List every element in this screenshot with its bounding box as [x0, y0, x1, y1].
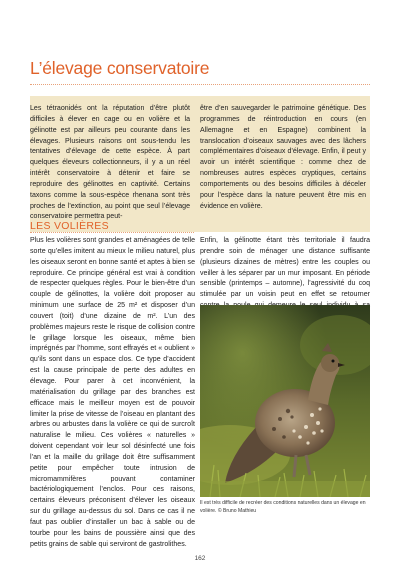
section-title: LES VOLIÈRES [30, 220, 109, 232]
section-divider [30, 232, 194, 233]
title-divider [30, 84, 370, 85]
intro-text-left: Les tétraonidés ont la réputation d’être plutôt difficiles à élever en cage ou en volière et la gélinotte est par ailleurs peu courante dans les élevages. Plusieurs raisons ont sous-tendu les tentatives d’élevage de cette espèce. À part quelques éleveurs collectionneurs, il y a un réel intérêt conservatoire à détenir et faire se reproduire des gélinottes en captivité. Certains taxons comme la sous-espèce rhenana sont très proches de l’extinction, au point que seul l’élevage conservatoire permettra peut- [30, 100, 194, 228]
body-paragraph-left: Plus les volières sont grandes et aménagées de telle sorte qu’elles imitent au mieux le milieu naturel, plus les oiseaux seront en bonne santé et aptes à bien se reproduire. Ce principe général est vrai à condition de respecter quelques règles. Pour le bien-être d’un couple de gélinottes, la volière doit proposer au minimum une surface de 25 m² et disposer d’un couvert (toit) d’une dizaine de m². L’un des problèmes majeurs reste le risque de collision contre le grillage lorsque les oiseaux, même bien imprégnés par l’homme, sont effrayés et « oublient » qu’ils sont dans un espace clos. Ce type d’accident est la cause principale de perte des adultes en élevage. Pour parer à cet inconvénient, la matérialisation du grillage par des branches est efficace mais le meilleur moyen est de pouvoir limiter la prise de vitesse de l’oiseau en plantant des arbres ou arbustes dans la volière ce qui de surcroît naturalise le milieu. Ces volières « naturelles » doivent cependant voir leur sol désinfecté une fois l’an et la maille du grillage doit être suffisamment petite pour empêcher toute intrusion de micromammifères pouvant contaminer bactériologiquement l’enclos. Pour ces raisons, certains éleveurs préconisent d’élever les oiseaux sur du grillage au-dessus du sol. Dans ce cas il ne faut pas oublier d’installer un bac à sable ou de tourbe pour les bains de poussière ainsi que des petits grains de sable qui serviront de gastrolithes. [30, 237, 195, 548]
grouse-photo [200, 305, 370, 497]
photo-caption: Il est très difficile de recréer des conditions naturelles dans un élevage en volière. © Bruno Mathieu [200, 500, 366, 514]
page-number: 162 [194, 555, 206, 562]
body-paragraph-right: Enfin, la gélinotte étant très territoriale il faudra prendre soin de ménager une distance suffisante (plusieurs dizaines de mètres) entre les couples ou veiller à les séparer par un mur imposant. En période sensible (printemps – automne), l’agressivité du coq stimulée par un voisin peut en effet se retourner [200, 237, 370, 299]
intro-text-right: être d’en sauvegarder le patrimoine génétique. Des programmes de réintroduction en cours (en Allemagne et en Espagne) combinent la translocation d’oiseaux sauvages avec des lâchers complémentaires d’oiseaux d’élevage. Enfin, il peut y avoir un intérêt scientifique : comme chez de nombreuses autres espèces cryptiques, certains comportements ou des besoins difficiles à déceler pour l’espèce dans la nature peuvent être mis en évidence en volière. [200, 100, 370, 228]
body-column-left [30, 236, 195, 550]
page-title: L’élevage conservatoire [30, 58, 210, 78]
